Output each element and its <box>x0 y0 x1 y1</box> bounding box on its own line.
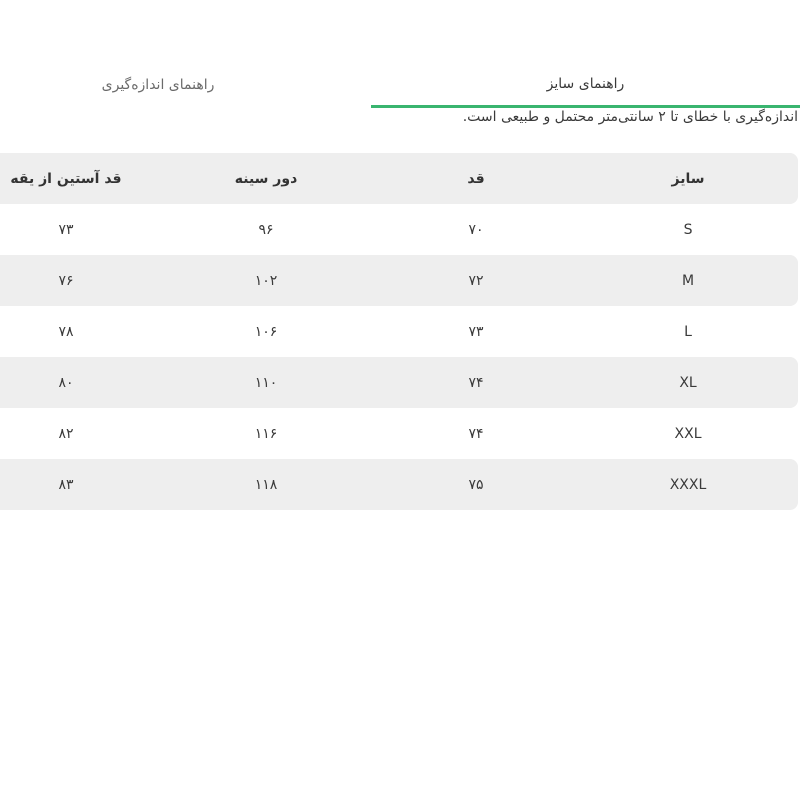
table-row <box>0 204 798 255</box>
cell-chest: ۱۱۰ <box>254 374 278 391</box>
cell-sleeve: ۷۳ <box>58 221 74 238</box>
cell-length: ۷۰ <box>468 221 484 238</box>
table-row <box>0 459 798 510</box>
tab-bar <box>0 62 800 108</box>
cell-sleeve: ۸۰ <box>58 374 74 391</box>
header-size: سایز <box>671 170 705 187</box>
cell-chest: ۱۱۸ <box>254 476 278 493</box>
cell-chest: ۱۱۶ <box>254 425 278 442</box>
size-table <box>0 153 798 510</box>
cell-length: ۷۵ <box>468 476 484 493</box>
cell-chest: ۱۰۶ <box>254 323 278 340</box>
cell-length: ۷۳ <box>468 323 484 340</box>
cell-size: M <box>681 272 695 289</box>
cell-size: XXL <box>674 425 702 442</box>
cell-sleeve: ۸۳ <box>58 476 74 493</box>
cell-chest: ۹۶ <box>258 221 274 238</box>
table-row <box>0 408 798 459</box>
cell-sleeve: ۸۲ <box>58 425 74 442</box>
header-sleeve: قد آستین از یقه <box>10 170 122 187</box>
table-row <box>0 255 798 306</box>
cell-size: XL <box>679 374 697 391</box>
cell-length: ۷۲ <box>468 272 484 289</box>
measurement-note: اندازه‌گیری با خطای تا ۲ سانتی‌متر محتمل و طبیعی است. <box>462 109 798 125</box>
cell-size: L <box>684 323 692 340</box>
tab-measurement-guide[interactable]: راهنمای اندازه‌گیری <box>101 77 215 93</box>
cell-size: XXXL <box>669 476 707 493</box>
table-row <box>0 306 798 357</box>
cell-length: ۷۴ <box>468 425 484 442</box>
header-chest: دور سینه <box>234 170 298 187</box>
cell-length: ۷۴ <box>468 374 484 391</box>
header-length: قد <box>467 170 485 187</box>
table-row <box>0 357 798 408</box>
tab-size-guide[interactable]: راهنمای سایز <box>371 62 800 108</box>
cell-chest: ۱۰۲ <box>254 272 278 289</box>
table-header-row <box>0 153 798 204</box>
cell-sleeve: ۷۸ <box>58 323 74 340</box>
cell-sleeve: ۷۶ <box>58 272 74 289</box>
cell-size: S <box>683 221 693 238</box>
